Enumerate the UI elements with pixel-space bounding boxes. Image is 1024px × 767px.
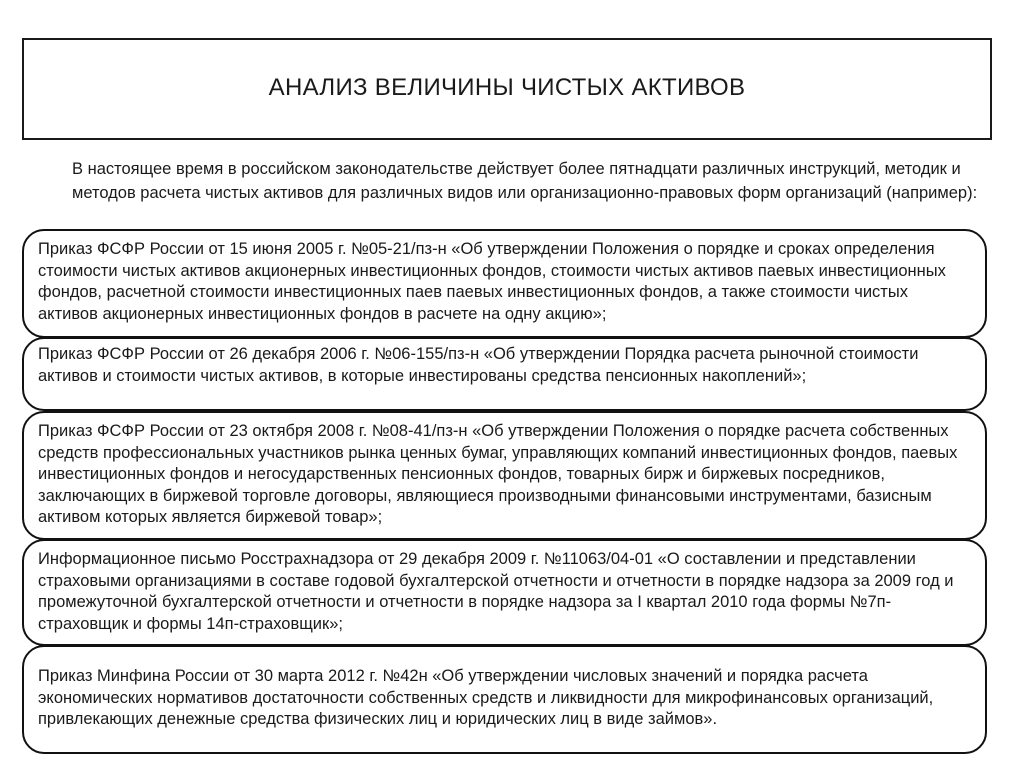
regulation-item-2: Приказ ФСФР России от 26 декабря 2006 г. №06-155/пз-н «Об утверждении Порядка расчета рыночной стоимости активов и стоимости чистых активов, в которые инвестированы средства пенсионных накоплений»; (22, 337, 987, 411)
title-box (22, 38, 992, 140)
regulation-item-5: Приказ Минфина России от 30 марта 2012 г. №42н «Об утверждении числовых значений и порядка расчета экономических нормативов достаточности собственных средств и ликвидности для микрофинансовых организаций, привлекающих денежные средства физических лиц и юридических лиц в виде займов». (22, 645, 987, 754)
regulation-item-1: Приказ ФСФР России от 15 июня 2005 г. №05-21/пз-н «Об утверждении Положения о порядке и сроках определения стоимости чистых активов акционерных инвестиционных фондов, стоимости чистых активов паевых инвестиционных фондов, расчетной стоимости инвестиционных паев паевых инвестиционных фондов, а также стоимости чистых активов акционерных инвестиционных фондов в расчете на одну акцию»; (22, 229, 987, 338)
regulation-item-3: Приказ ФСФР России от 23 октября 2008 г. №08-41/пз-н «Об утверждении Положения о порядке расчета собственных средств профессиональных участников рынка ценных бумаг, управляющих компаний инвестиционных фондов, паевых инвестиционных фондов и негосударственных пенсионных фондов, товарных бирж и биржевых посредников, заключающих в биржевой торговле договоры, являющиеся производными финансовыми инструментами, базисным активом которых является биржевой товар»; (22, 411, 987, 540)
slide-title: АНАЛИЗ ВЕЛИЧИНЫ ЧИСТЫХ АКТИВОВ (268, 74, 746, 101)
intro-paragraph: В настоящее время в российском законодательстве действует более пятнадцати различных инструкций, методик и методов расчета чистых активов для различных видов или организационно-правовых форм организаций (например): (72, 160, 978, 202)
regulation-item-4: Информационное письмо Росстрахнадзора от 29 декабря 2009 г. №11063/04-01 «О составлении и представлении страховыми организациями в составе годовой бухгалтерской отчетности и отчетности в порядке надзора за 2009 год и промежуточной бухгалтерской отчетности и отчетности в порядке надзора за I квартал 2010 года формы №7п-страховщик и формы 14п-страховщик»; (22, 539, 987, 646)
